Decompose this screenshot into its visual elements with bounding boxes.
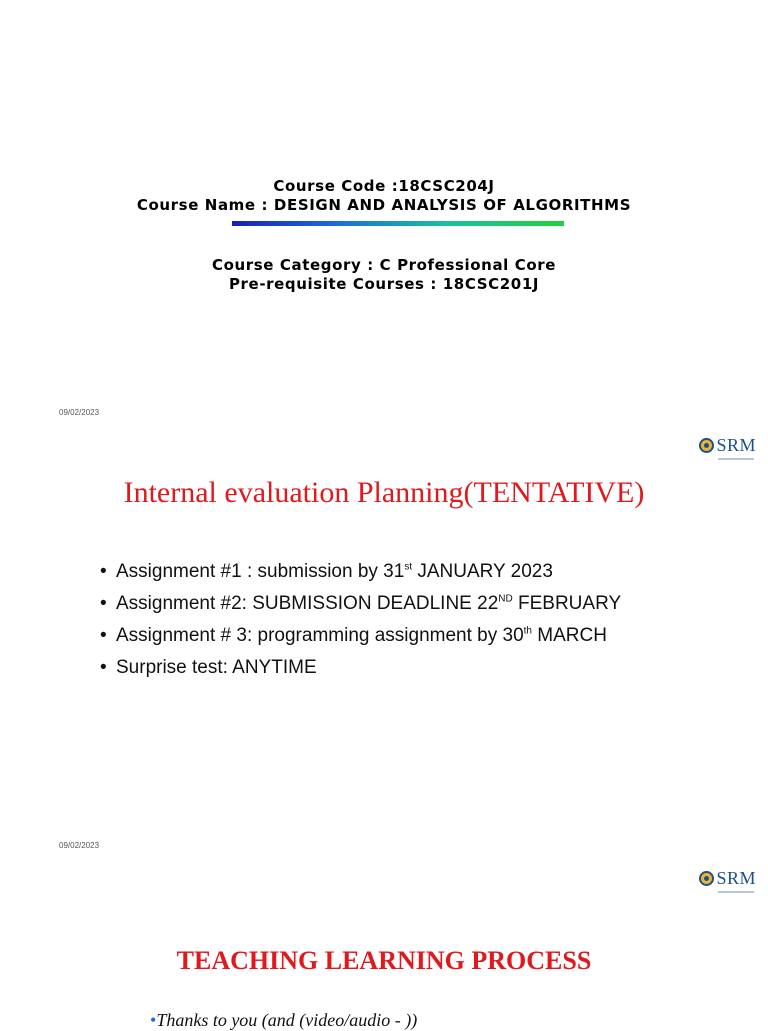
assignment-text: Assignment #2: SUBMISSION DEADLINE 22 — [116, 593, 499, 614]
assignment-text: Surprise test: ANYTIME — [116, 657, 317, 678]
slide-teaching-process — [0, 850, 768, 1030]
prerequisite-courses: Pre-requisite Courses : 18CSC201J — [228, 275, 540, 293]
ordinal-suffix: st — [404, 561, 413, 573]
srm-logo-text: SRM — [716, 435, 756, 455]
slide-title: TEACHING LEARNING PROCESS — [176, 946, 592, 975]
bullet-icon: • — [100, 625, 107, 646]
slide-course-info — [0, 0, 768, 420]
srm-logo-text: SRM — [716, 868, 756, 888]
srm-logo — [699, 435, 756, 456]
logo-underline — [718, 891, 754, 893]
assignment-text-end: MARCH — [532, 625, 607, 646]
slide-date: 09/02/2023 — [59, 408, 100, 417]
ordinal-suffix: th — [523, 625, 532, 637]
assignment-text: Assignment # 3: programming assignment by 30 — [116, 625, 524, 646]
cut-off-text: •Thanks to you (and (video/audio - )) — [150, 1010, 418, 1030]
srm-logo — [699, 868, 756, 889]
srm-seal-icon — [699, 871, 714, 886]
slide-evaluation-planning — [0, 420, 768, 850]
assignment-item — [100, 588, 621, 620]
gradient-divider — [232, 221, 564, 226]
course-code: Course Code :18CSC204J — [273, 177, 495, 195]
logo-underline — [718, 458, 754, 460]
assignment-text-end: FEBRUARY — [512, 593, 622, 614]
bullet-icon: • — [100, 657, 107, 678]
course-category: Course Category : C Professional Core — [211, 256, 557, 274]
srm-seal-icon — [699, 438, 714, 453]
assignment-item — [100, 620, 621, 652]
assignment-list — [100, 556, 621, 684]
assignment-item — [100, 556, 621, 588]
bullet-icon: • — [100, 561, 107, 582]
assignment-item — [100, 652, 621, 684]
slide-date: 09/02/2023 — [59, 841, 100, 850]
ordinal-suffix: ND — [498, 593, 513, 605]
slide-title: Internal evaluation Planning(TENTATIVE) — [123, 476, 645, 509]
bullet-icon: • — [100, 593, 107, 614]
course-name: Course Name : DESIGN AND ANALYSIS OF ALGORITHMS — [136, 196, 632, 214]
assignment-text-end: JANUARY 2023 — [412, 561, 553, 582]
assignment-text: Assignment #1 : submission by 31 — [116, 561, 405, 582]
